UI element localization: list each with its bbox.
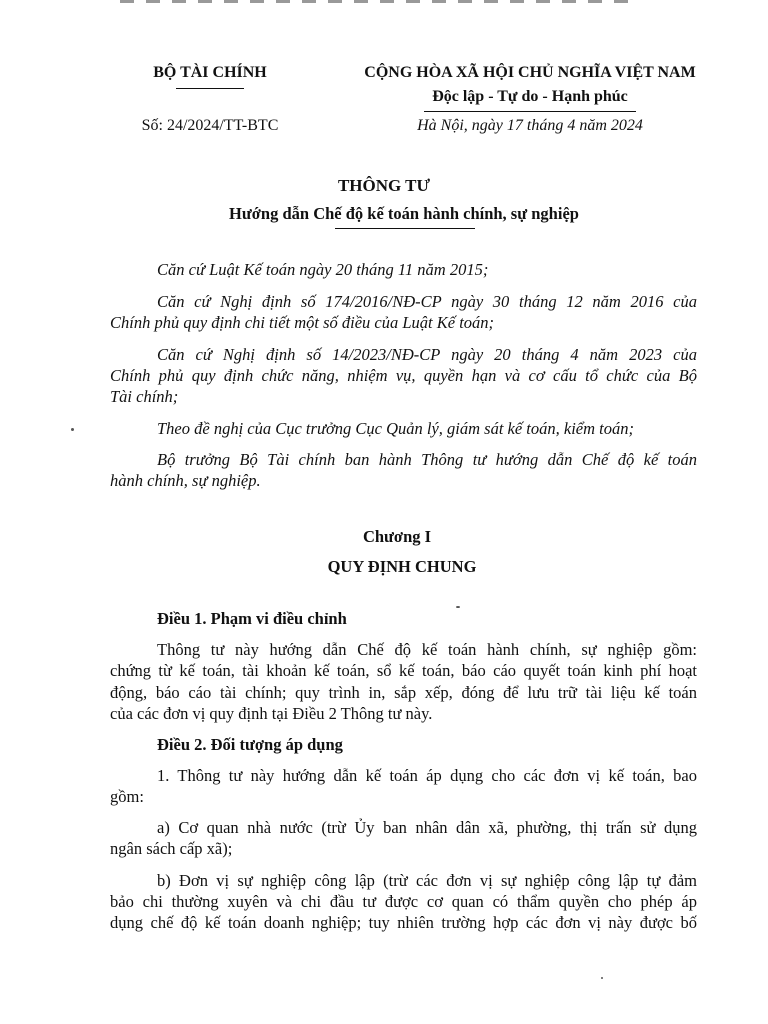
- preamble-line: Căn cứ Luật Kế toán ngày 20 tháng 11 năm 2015;: [157, 260, 489, 279]
- preamble-line: Chính phủ quy định chi tiết một số điều của Luật Kế toán;: [110, 313, 495, 332]
- article-text-line: a) Cơ quan nhà nước (trừ Ủy ban nhân dân xã, phường, thị trấn sử dụng: [157, 818, 697, 837]
- preamble-line: Tài chính;: [110, 387, 179, 406]
- chapter-number: Chương I: [362, 527, 432, 546]
- document-number: Số: 24/2024/TT-BTC: [141, 117, 279, 134]
- article-heading: Điều 2. Đối tượng áp dụng: [157, 735, 343, 754]
- article-text-line: ngân sách cấp xã);: [110, 839, 233, 858]
- motto-underline: [424, 111, 636, 112]
- preamble-line: hành chính, sự nghiệp.: [110, 471, 261, 490]
- preamble-line: Căn cứ Nghị định số 174/2016/NĐ-CP ngày 30 tháng 12 năm 2016 của: [157, 292, 697, 311]
- chapter-title: QUY ĐỊNH CHUNG: [327, 557, 477, 576]
- document-subject: Hướng dẫn Chế độ kế toán hành chính, sự nghiệp: [229, 204, 579, 223]
- scan-speck: [456, 606, 460, 608]
- article-text-line: của các đơn vị quy định tại Điều 2 Thông tư này.: [110, 704, 433, 723]
- article-text-line: gồm:: [110, 787, 144, 806]
- document-type: THÔNG TƯ: [337, 176, 431, 195]
- article-text-line: chứng từ kế toán, tài khoản kế toán, sổ kế toán, báo cáo quyết toán kinh phí hoạt: [110, 661, 697, 680]
- article-heading: Điều 1. Phạm vi điều chỉnh: [157, 609, 347, 628]
- article-text-line: động, báo cáo tài chính; quy trình in, sắp xếp, đóng để lưu trữ tài liệu kế toán: [110, 683, 697, 702]
- preamble-line: Chính phủ quy định chức năng, nhiệm vụ, quyền hạn và cơ cấu tổ chức của Bộ: [110, 366, 697, 385]
- scan-speck: [601, 977, 603, 979]
- article-text-line: bảo chi thường xuyên và chi đầu tư được cơ quan có thẩm quyền cho phép áp: [110, 892, 697, 911]
- place-and-date: Hà Nội, ngày 17 tháng 4 năm 2024: [417, 117, 643, 134]
- article-text-line: Thông tư này hướng dẫn Chế độ kế toán hành chính, sự nghiệp gồm:: [157, 640, 697, 659]
- subject-underline: [335, 228, 475, 229]
- preamble-line: Căn cứ Nghị định số 14/2023/NĐ-CP ngày 20 tháng 4 năm 2023 của: [157, 345, 697, 364]
- article-text-line: 1. Thông tư này hướng dẫn kế toán áp dụng cho các đơn vị kế toán, bao: [157, 766, 697, 785]
- article-text-line: dụng chế độ kế toán doanh nghiệp; tuy nhiên trường hợp các đơn vị này được bố: [110, 913, 697, 932]
- preamble-line: Bộ trưởng Bộ Tài chính ban hành Thông tư hướng dẫn Chế độ kế toán: [157, 450, 697, 469]
- agency-underline: [176, 88, 244, 89]
- national-motto: Độc lập - Tự do - Hạnh phúc: [432, 88, 628, 105]
- scan-edge-top: [120, 0, 640, 3]
- country-name: CỘNG HÒA XÃ HỘI CHỦ NGHĨA VIỆT NAM: [364, 64, 696, 81]
- article-text-line: b) Đơn vị sự nghiệp công lập (trừ các đơn vị sự nghiệp công lập tự đảm: [157, 871, 697, 890]
- preamble-line: Theo đề nghị của Cục trưởng Cục Quản lý, giám sát kế toán, kiểm toán;: [157, 419, 634, 438]
- scan-speck: [71, 428, 74, 431]
- agency-name: BỘ TÀI CHÍNH: [153, 64, 267, 81]
